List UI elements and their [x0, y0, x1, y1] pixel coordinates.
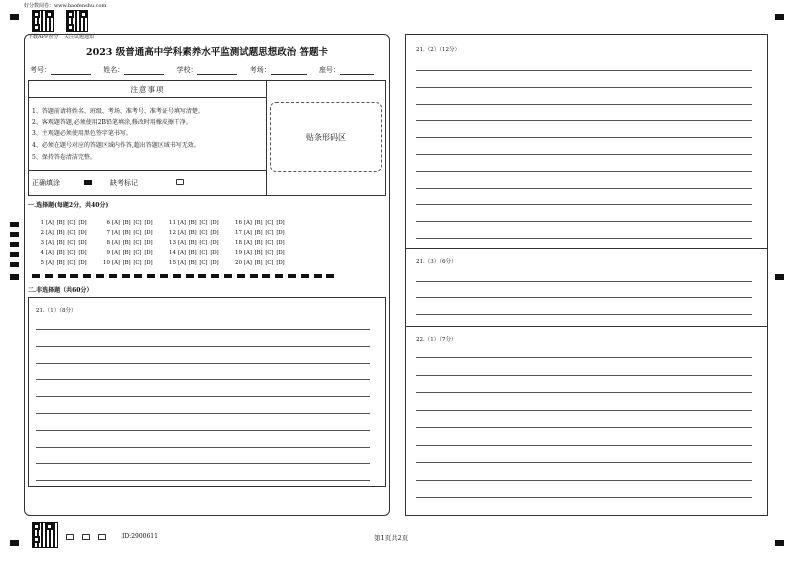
- choice-question: [166, 240, 232, 246]
- answer-line: [416, 410, 752, 411]
- answer-line: [416, 204, 752, 205]
- timing-mark: [10, 262, 19, 267]
- choice-bubble[interactable]: [D]: [144, 260, 153, 266]
- corner-mark-top-right: [775, 14, 784, 20]
- answer-line: [36, 329, 370, 330]
- choice-bubble[interactable]: [B]: [122, 240, 131, 246]
- answer-line: [416, 87, 752, 88]
- field-name-input[interactable]: [124, 66, 164, 75]
- choice-question: [232, 240, 298, 246]
- choice-bubble[interactable]: [A]: [244, 230, 252, 236]
- choice-bubble[interactable]: [C]: [199, 260, 208, 266]
- choice-bubble[interactable]: [C]: [265, 250, 274, 256]
- timing-mark: [10, 252, 19, 257]
- choice-question: [34, 220, 100, 226]
- choice-bubble[interactable]: [A]: [244, 240, 252, 246]
- correct-fill-label: 正确填涂: [32, 179, 60, 187]
- question-label-21-2: 21.（2）（12分）: [416, 47, 460, 53]
- choice-bubble[interactable]: [B]: [188, 250, 197, 256]
- timing-block: [70, 274, 78, 278]
- question-number: 15: [169, 260, 176, 266]
- answer-line: [416, 281, 752, 282]
- question-number: 10: [103, 260, 110, 266]
- field-exam-number: 考号：: [30, 66, 51, 74]
- choice-bubble[interactable]: [D]: [78, 220, 87, 226]
- choice-bubble[interactable]: [C]: [133, 240, 142, 246]
- choice-bubble[interactable]: [A]: [244, 220, 252, 226]
- choice-row: [34, 240, 298, 246]
- choice-bubble[interactable]: [D]: [276, 260, 285, 266]
- choice-bubble[interactable]: [D]: [210, 230, 219, 236]
- choice-bubble[interactable]: [B]: [254, 220, 263, 226]
- choice-question: [232, 260, 298, 266]
- timing-block: [224, 274, 232, 278]
- choice-bubble[interactable]: [D]: [144, 230, 153, 236]
- choice-bubble[interactable]: [C]: [133, 230, 142, 236]
- timing-block: [262, 274, 270, 278]
- question-number: 3: [40, 240, 44, 246]
- qr-label-notice: 关注试题通知: [64, 34, 95, 40]
- timing-block: [45, 274, 53, 278]
- choice-bubble[interactable]: [C]: [265, 240, 274, 246]
- question-number: 5: [40, 260, 44, 266]
- choice-bubble[interactable]: [A]: [178, 250, 186, 256]
- notice-item-5: 5、保持答卷清洁完整。: [32, 154, 96, 161]
- right-divider-2: [405, 326, 768, 327]
- choice-bubble[interactable]: [D]: [144, 220, 153, 226]
- choice-bubble[interactable]: [B]: [56, 240, 65, 246]
- choice-bubble[interactable]: [D]: [276, 250, 285, 256]
- answer-line: [416, 375, 752, 376]
- answer-line: [416, 188, 752, 189]
- choice-bubble[interactable]: [D]: [144, 240, 153, 246]
- question-number: 11: [169, 220, 176, 226]
- choice-question: [100, 250, 166, 256]
- timing-block: [326, 274, 334, 278]
- notice-fill-divider: [28, 170, 267, 171]
- timing-block: [160, 274, 168, 278]
- choice-bubble[interactable]: [D]: [276, 220, 285, 226]
- notice-item-3: 3、主观题必须使用黑色签字笔书写。: [32, 130, 132, 137]
- choice-question: [100, 230, 166, 236]
- answer-line: [36, 430, 370, 431]
- field-school: 学校：: [176, 66, 198, 74]
- question-number: 8: [106, 240, 110, 246]
- choice-bubble[interactable]: [D]: [276, 230, 285, 236]
- answer-line: [416, 171, 752, 172]
- question-number: 17: [235, 230, 242, 236]
- field-name: 姓名：: [103, 66, 125, 74]
- absent-checkbox[interactable]: [176, 179, 184, 185]
- choice-bubble[interactable]: [A]: [178, 230, 186, 236]
- corner-mark-mid-left: [10, 274, 19, 280]
- footer-box-2: [82, 534, 90, 540]
- notice-item-4: 4、必须在题号对应的答题区域内作答,超出答题区域书写无效。: [32, 142, 200, 149]
- answer-line: [36, 463, 370, 464]
- answer-line: [36, 379, 370, 380]
- answer-line: [416, 221, 752, 222]
- section2-title: 二.非选择题（共60分）: [28, 287, 93, 294]
- choice-bubble[interactable]: [C]: [67, 260, 76, 266]
- choice-bubble[interactable]: [B]: [56, 250, 65, 256]
- timing-block: [250, 274, 258, 278]
- timing-block: [198, 274, 206, 278]
- question-label-22-1: 22.（1）（7分）: [416, 337, 457, 343]
- answer-line: [36, 363, 370, 364]
- corner-mark-bottom-right: [775, 540, 784, 546]
- choice-bubble[interactable]: [A]: [46, 250, 54, 256]
- choice-bubble[interactable]: [B]: [122, 220, 131, 226]
- choice-bubble[interactable]: [D]: [210, 240, 219, 246]
- choice-bubble[interactable]: [C]: [199, 220, 208, 226]
- choice-bubble[interactable]: [B]: [188, 240, 197, 246]
- choice-question: [100, 220, 166, 226]
- answer-line: [36, 447, 370, 448]
- choice-bubble[interactable]: [C]: [67, 220, 76, 226]
- choice-bubble[interactable]: [C]: [67, 240, 76, 246]
- notice-heading: 注意事项: [130, 85, 165, 94]
- question-number: 18: [235, 240, 242, 246]
- choice-bubble[interactable]: [A]: [112, 250, 120, 256]
- timing-block: [301, 274, 309, 278]
- question-number: 2: [40, 230, 44, 236]
- choice-bubble[interactable]: [A]: [46, 260, 54, 266]
- answer-line: [416, 427, 752, 428]
- field-room: 考场：: [249, 66, 271, 74]
- choice-bubble[interactable]: [A]: [178, 220, 186, 226]
- footer-id: ID:2900611: [122, 533, 158, 540]
- timing-block: [32, 274, 40, 278]
- choice-question: [100, 240, 166, 246]
- barcode-label: 贴条形码区: [306, 133, 346, 142]
- qr-label-app: 下载APP查分: [28, 34, 59, 40]
- notice-vertical-divider: [266, 80, 267, 196]
- choice-bubble[interactable]: [B]: [122, 260, 131, 266]
- field-exam-number-input[interactable]: [51, 66, 91, 75]
- notice-item-2: 2、客观题答题,必须使用2B铅笔填涂,修改时用橡皮擦干净。: [32, 119, 192, 126]
- answer-line: [416, 445, 752, 446]
- footer-box-3: [98, 534, 106, 540]
- choice-bubble[interactable]: [B]: [56, 230, 65, 236]
- answer-line: [416, 497, 752, 498]
- notice-heading-divider: [28, 97, 267, 98]
- choice-bubble[interactable]: [C]: [133, 220, 142, 226]
- choice-bubble[interactable]: [D]: [78, 260, 87, 266]
- right-divider-1: [405, 248, 768, 249]
- question-number: 12: [169, 230, 176, 236]
- question-number: 16: [235, 220, 242, 226]
- absent-label: 缺考标记: [110, 179, 138, 187]
- answer-line: [416, 357, 752, 358]
- timing-block: [275, 274, 283, 278]
- timing-block: [122, 274, 130, 278]
- timing-block: [237, 274, 245, 278]
- choice-question: [34, 260, 100, 266]
- answer-box-21-1[interactable]: [28, 297, 386, 487]
- choice-bubble[interactable]: [D]: [276, 240, 285, 246]
- choice-row: [34, 230, 298, 236]
- choice-bubble[interactable]: [C]: [67, 250, 76, 256]
- timing-block: [288, 274, 296, 278]
- timing-block: [314, 274, 322, 278]
- choice-bubble[interactable]: [C]: [199, 250, 208, 256]
- correct-fill-example: [84, 180, 92, 185]
- qr-code-notice: [66, 10, 88, 32]
- choice-bubble[interactable]: [C]: [265, 220, 274, 226]
- timing-mark: [10, 232, 19, 237]
- answer-line: [416, 314, 752, 315]
- choice-bubble[interactable]: [A]: [112, 260, 120, 266]
- question-label-21-3: 21.（3）（6分）: [416, 259, 457, 265]
- answer-line: [416, 120, 752, 121]
- choice-bubble[interactable]: [A]: [112, 240, 120, 246]
- answer-line: [416, 238, 752, 239]
- choice-bubble[interactable]: [C]: [265, 230, 274, 236]
- question-number: 13: [169, 240, 176, 246]
- field-seat-input[interactable]: [340, 66, 374, 75]
- question-label-21-1: 21.（1）（8分）: [36, 308, 77, 314]
- choice-row: [34, 250, 298, 256]
- timing-mark: [10, 242, 19, 247]
- choice-question: [166, 220, 232, 226]
- corner-mark-mid-right: [775, 274, 784, 280]
- answer-line: [416, 154, 752, 155]
- answer-line: [416, 297, 752, 298]
- question-number: 4: [40, 250, 44, 256]
- choice-bubble[interactable]: [A]: [112, 230, 120, 236]
- answer-line: [36, 346, 370, 347]
- choice-row: [34, 220, 298, 226]
- choice-question: [232, 230, 298, 236]
- answer-line: [416, 392, 752, 393]
- choice-bubble[interactable]: [D]: [210, 260, 219, 266]
- answer-line: [416, 104, 752, 105]
- choice-bubble[interactable]: [B]: [254, 240, 263, 246]
- field-room-input[interactable]: [271, 66, 307, 75]
- choice-bubble[interactable]: [A]: [244, 260, 252, 266]
- notice-item-1: 1、答题前请将姓名、班级、考场、准考号、准考证号填写清楚。: [32, 108, 204, 115]
- question-number: 19: [235, 250, 242, 256]
- choice-bubble[interactable]: [B]: [188, 220, 197, 226]
- site-text: 好分数阅卷：www.haofenshu.com: [24, 3, 107, 9]
- timing-block: [96, 274, 104, 278]
- field-seat: 座号：: [318, 66, 340, 74]
- choice-question: [232, 220, 298, 226]
- choice-bubble[interactable]: [C]: [133, 250, 142, 256]
- footer-qr-code: [32, 522, 58, 548]
- choice-bubble[interactable]: [C]: [133, 260, 142, 266]
- choice-question: [100, 260, 166, 266]
- choice-question: [34, 240, 100, 246]
- timing-block: [147, 274, 155, 278]
- choice-row: [34, 260, 298, 266]
- timing-mark: [10, 222, 19, 227]
- choice-bubble[interactable]: [A]: [244, 250, 252, 256]
- choice-bubble[interactable]: [B]: [188, 260, 197, 266]
- choice-bubble[interactable]: [D]: [78, 230, 87, 236]
- qr-code-app: [32, 10, 54, 32]
- timing-block: [173, 274, 181, 278]
- corner-mark-top-left: [10, 14, 19, 20]
- choice-question: [166, 250, 232, 256]
- choice-question: [34, 230, 100, 236]
- section1-title: 一.选择题(每题2分，共40分): [28, 202, 109, 209]
- choice-bubble[interactable]: [D]: [210, 250, 219, 256]
- timing-block: [58, 274, 66, 278]
- choice-bubble[interactable]: [B]: [56, 220, 65, 226]
- footer-page: 第1页共2页: [374, 534, 409, 542]
- choice-bubble[interactable]: [A]: [178, 260, 186, 266]
- field-school-input[interactable]: [197, 66, 237, 75]
- choice-question: [34, 250, 100, 256]
- choice-bubble[interactable]: [A]: [178, 240, 186, 246]
- choice-bubble[interactable]: [B]: [254, 250, 263, 256]
- question-number: 20: [235, 260, 242, 266]
- question-number: 1: [40, 220, 44, 226]
- footer-box-1: [66, 534, 74, 540]
- choice-bubble[interactable]: [D]: [144, 250, 153, 256]
- choice-bubble[interactable]: [A]: [46, 230, 54, 236]
- timing-block: [134, 274, 142, 278]
- answer-line: [36, 396, 370, 397]
- choice-bubble[interactable]: [A]: [112, 220, 120, 226]
- choice-bubble[interactable]: [B]: [188, 230, 197, 236]
- choice-question: [166, 260, 232, 266]
- timing-block: [109, 274, 117, 278]
- choice-bubble[interactable]: [B]: [254, 260, 263, 266]
- answer-line: [36, 480, 370, 481]
- timing-block: [186, 274, 194, 278]
- page-title: 2023 级普通高中学科素养水平监测试题思想政治 答题卡: [85, 47, 329, 58]
- question-number: 9: [106, 250, 110, 256]
- answer-line: [36, 413, 370, 414]
- question-number: 6: [106, 220, 110, 226]
- info-fields: [30, 65, 385, 75]
- choice-question: [232, 250, 298, 256]
- choice-bubble[interactable]: [A]: [46, 240, 54, 246]
- choice-bubble[interactable]: [B]: [122, 230, 131, 236]
- choice-bubble[interactable]: [C]: [265, 260, 274, 266]
- timing-block: [211, 274, 219, 278]
- choice-bubble[interactable]: [C]: [199, 230, 208, 236]
- choice-bubble[interactable]: [B]: [254, 230, 263, 236]
- answer-line: [416, 137, 752, 138]
- choice-bubble[interactable]: [A]: [46, 220, 54, 226]
- timing-block: [83, 274, 91, 278]
- choice-bubble[interactable]: [D]: [210, 220, 219, 226]
- question-number: 14: [169, 250, 176, 256]
- corner-mark-bottom-left: [10, 540, 19, 546]
- choice-bubble[interactable]: [C]: [199, 240, 208, 246]
- choice-bubble[interactable]: [D]: [78, 240, 87, 246]
- choice-bubble[interactable]: [B]: [56, 260, 65, 266]
- choice-bubble[interactable]: [D]: [78, 250, 87, 256]
- choice-bubble[interactable]: [C]: [67, 230, 76, 236]
- choice-question: [166, 230, 232, 236]
- answer-line: [416, 462, 752, 463]
- choice-bubble[interactable]: [B]: [122, 250, 131, 256]
- answer-line: [416, 70, 752, 71]
- question-number: 7: [106, 230, 110, 236]
- answer-line: [416, 480, 752, 481]
